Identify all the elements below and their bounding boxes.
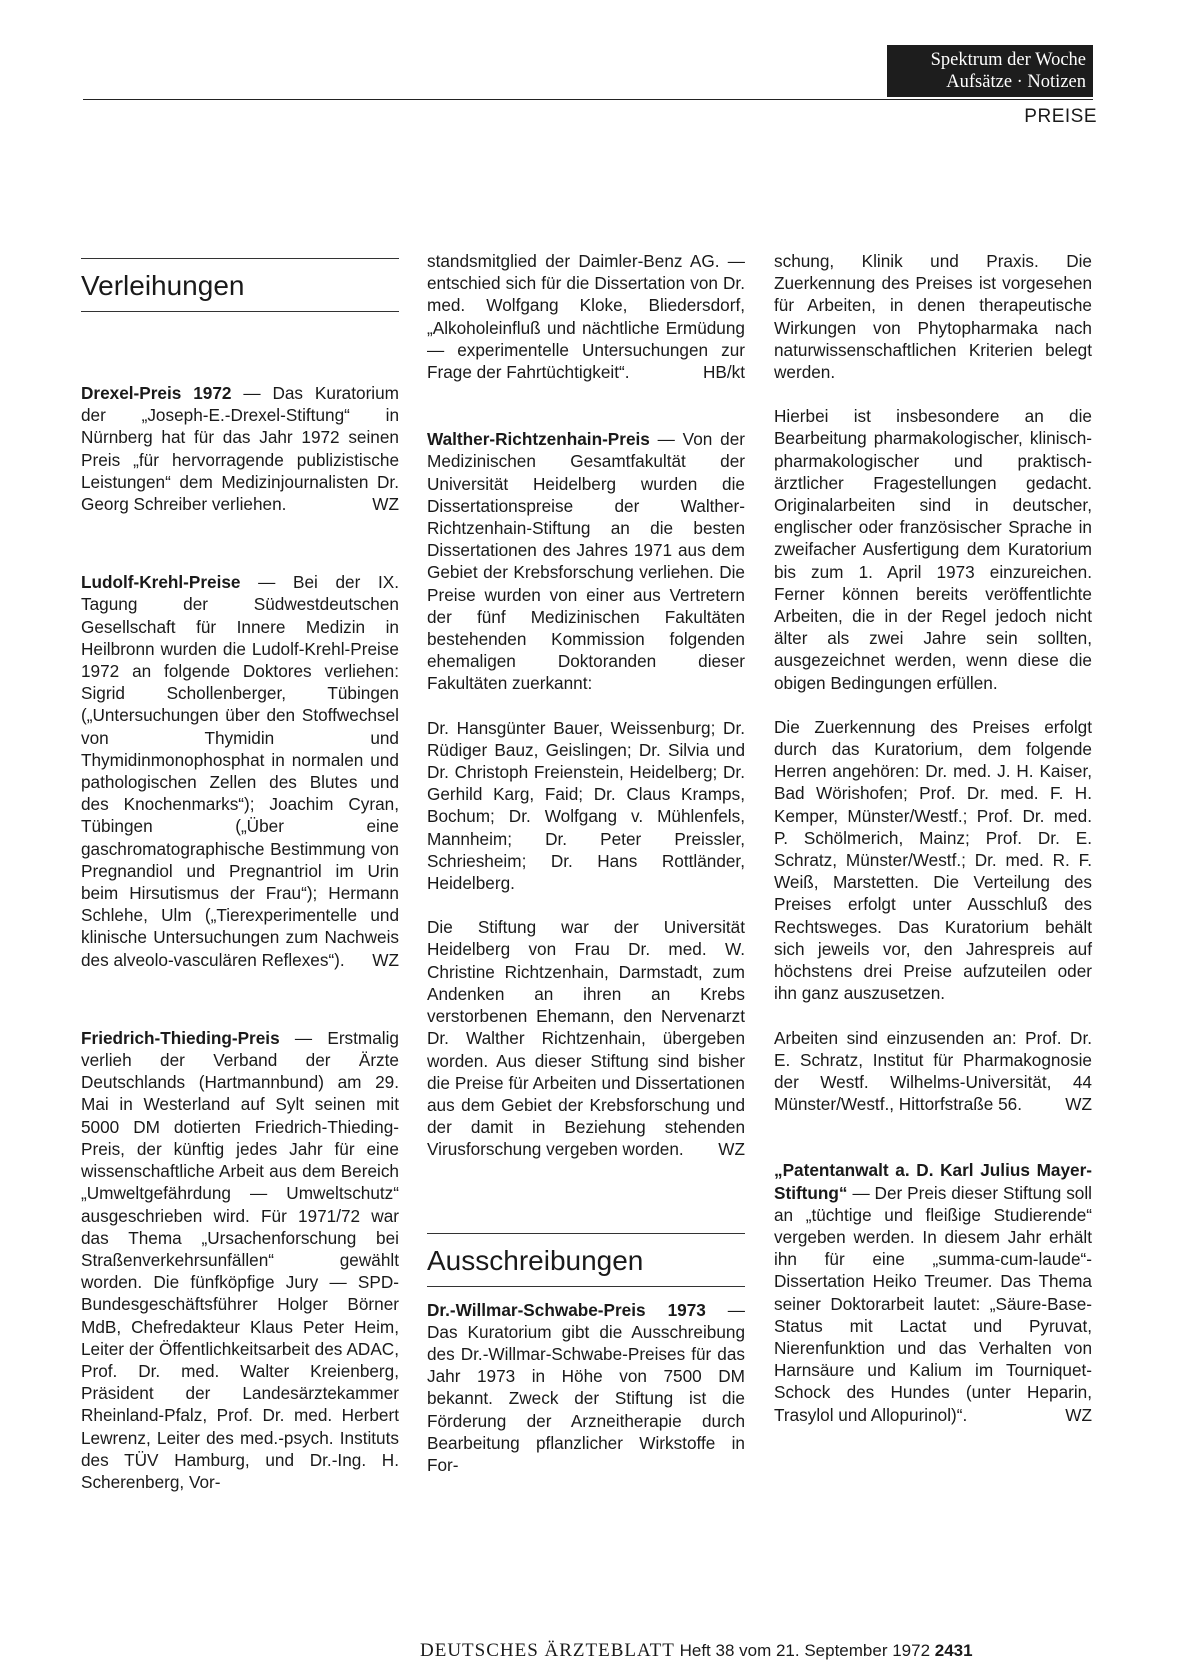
article-paragraph: [774, 1027, 1092, 1116]
article-paragraph: Dr. Hansgünter Bauer, Weissenburg; Dr. Rüdiger Bauz, Geislingen; Dr. Silvia und Dr. Christoph Freienstein, Heidelberg; Dr. Gerhild Karg, Faid; Dr. Claus Kramps, Bochum; Dr. Wolfgang v. Mühlenfels, Mannheim; Dr. Peter Preissler, Schriesheim; Dr. Hans Rottländer, Heidelberg.: [427, 717, 745, 894]
heading-rule-top: [427, 1233, 745, 1234]
article-paragraph: Die Zuerkennung des Preises erfolgt durch das Kuratorium, dem folgende Herren angehören: Dr. med. J. H. Kaiser, Bad Wörishofen; Prof. Dr. med. F. H. Kemper, Münster/Westf.; Prof. Dr. med. P. Schölmerich, Mainz; Prof. Dr. E. Schratz, Münster/Westf.; Dr. med. R. F. Weiß, Marstetten. Die Verteilung des Preises erfolgt unter Ausschluß des Rechtsweges. Das Kuratorium behält sich jeweils vor, den Jahrespreis auf höchstens drei Preise aufzuteilen oder ihn ganz auszusetzen.: [774, 716, 1092, 1004]
article-body: — Erstmalig verlieh der Verband der Ärzte Deutschlands (Hartmannbund) am 29. Mai in Westerland auf Sylt seinen mit 5000 DM dotierten Friedrich-Thieding-Preis, der künftig jedes Jahr für eine wissenschaftliche Arbeit aus dem Bereich „Umweltgefährdung — Umweltschutz“ ausgeschrieben wird. Für 1971/72 war das Thema „Ursachenforschung bei Straßenverkehrsunfällen“ gewählt worden. Die fünfköpfige Jury — SPD-Bundesgeschäftsführer Holger Börner MdB, Chefredakteur Klaus Peter Heim, Leiter der Öffentlichkeitsarbeit des ADAC, Prof. Dr. med. Walter Kreienberg, Präsident der Landesärztekammer Rheinland-Pfalz, Prof. Dr. med. Herbert Lewrenz, Leiter des med.-psych. Instituts des TÜV Hamburg, und Dr.-Ing. H. Scherenberg, Vor-: [81, 1027, 399, 1492]
article-friedrich-thieding-preis: [81, 1027, 399, 1493]
article-body: standsmitglied der Daimler-Benz AG. — entschied sich für die Dissertation von Dr. med. Wolfgang Kloke, Bliedersdorf, „Alkoholeinfluß und nächtliche Ermüdung — experimentelle Untersuchungen zur Frage der Fahrtüchtigkeit“.: [427, 251, 745, 383]
author-signature: WZ: [372, 949, 399, 970]
article-paragraph: [427, 916, 745, 1160]
author-signature: WZ: [1065, 1404, 1092, 1425]
article-ludolf-krehl-preise: [81, 571, 399, 971]
article-title: Drexel-Preis 1972: [81, 383, 232, 403]
page-footer: [420, 1640, 973, 1662]
author-signature: HB/kt: [702, 362, 745, 383]
page-number: 2431: [934, 1641, 973, 1660]
author-signature: WZ: [372, 494, 399, 515]
section-heading-verleihungen: Verleihungen: [81, 270, 245, 301]
column-1: [81, 258, 399, 1493]
article-walther-richtzenhain-preis: [427, 428, 745, 694]
heading-rule-bottom: [81, 311, 399, 312]
author-signature: WZ: [1065, 1094, 1092, 1115]
section-badge: [887, 45, 1093, 97]
badge-line-2: Aufsätze · Notizen: [946, 72, 1086, 92]
article-continuation: [427, 250, 745, 383]
column-2: [427, 250, 745, 1476]
issue-info: Heft 38 vom 21. September 1972: [679, 1641, 931, 1660]
article-title: Walther-Richtzenhain-Preis: [427, 429, 650, 450]
journal-masthead: DEUTSCHES ÄRZTEBLATT: [420, 1640, 675, 1661]
column-3: [774, 250, 1092, 1426]
article-paragraph: Hierbei ist insbesondere an die Bearbeitung pharmakologischer, klinisch-pharmakologischer und praktisch-ärztlicher Fragestellungen gedacht. Originalarbeiten sind in deutscher, englischer oder französischer Sprache in zweifacher Ausfertigung dem Kuratorium bis zum 1. April 1973 einzureichen. Ferner können bereits veröffentlichte Arbeiten, die in der Regel jedoch nicht älter als zwei Jahre sein sollten, ausgezeichnet werden, wenn diese die obigen Bedingungen erfüllen.: [774, 406, 1092, 693]
section-label: PREISE: [1024, 106, 1097, 127]
article-title: Friedrich-Thieding-Preis: [81, 1027, 280, 1048]
article-body: — Das Kuratorium gibt die Ausschreibung des Dr.-Willmar-Schwabe-Preises für das Jahr 1973 in Höhe von 7500 DM bekannt. Zweck der Stiftung ist die Förderung der Arzneitherapie durch Bearbeitung pflanzlicher Wirkstoffe in For-: [427, 1299, 745, 1475]
heading-rule-bottom: [427, 1286, 745, 1287]
heading-rule-top: [81, 258, 399, 259]
header-rule: [83, 99, 1093, 100]
article-body: Arbeiten sind einzusenden an: Prof. Dr. E. Schratz, Institut für Pharmakognosie der Westf. Wilhelms-Universität, 44 Münster/Westf., Hittorfstraße 56.: [774, 1027, 1092, 1115]
article-body: — Von der Medizinischen Gesamtfakultät der Universität Heidelberg wurden die Dissertationspreise der Walther-Richtzenhain-Stiftung an die besten Dissertationen des Jahres 1971 aus dem Gebiet der Krebsforschung verliehen. Die Preise wurden von einer aus Vertretern der fünf Medizinischen Fakultäten bestehenden Kommission folgenden ehemaligen Doktoranden dieser Fakultäten zuerkannt:: [427, 429, 745, 694]
article-body: Die Stiftung war der Universität Heidelberg von Frau Dr. med. W. Christine Richtzenhain, Darmstadt, zum Andenken an ihren an Krebs verstorbenen Ehemann, den Nervenarzt Dr. Walther Richtzenhain, übergeben worden. Aus dieser Stiftung sind bisher die Preise für Arbeiten und Dissertationen aus dem Gebiet der Krebsforschung und der damit in Beziehung stehenden Virusforschung vergeben worden.: [427, 917, 745, 1160]
article-karl-julius-mayer-stiftung: [774, 1159, 1092, 1425]
article-body: — Der Preis dieser Stiftung soll an „tüchtige und fleißige Studierende“ vergeben werden. In diesem Jahr erhält ihn für eine „summa-cum-laude“-Dissertation Heiko Treumer. Das Thema seiner Doktorarbeit lautet: „Säure-Base-Status mit Lactat und Pyruvat, Nierenfunktion und das Verhalten von Harnsäure und Kalium im Tourniquet-Schock des Hundes (unter Heparin, Trasylol und Allopurinol)“.: [774, 1182, 1092, 1425]
article-body: — Das Kuratorium der „Joseph-E.-Drexel-Stiftung“ in Nürnberg hat für das Jahr 1972 seinen Preis „für hervorragende publizistische Leistungen“ dem Medizinjournalisten Dr. Georg Schreiber verliehen.: [81, 383, 399, 515]
article-willmar-schwabe-preis: [427, 1299, 745, 1477]
author-signature: WZ: [718, 1139, 745, 1160]
article-drexel-preis: [81, 382, 399, 515]
article-title: „Patentanwalt a. D. Karl Julius Mayer-Stiftung“: [774, 1160, 1092, 1203]
article-paragraph: schung, Klinik und Praxis. Die Zuerkennung des Preises ist vorgesehen für Arbeiten, in denen therapeutische Wirkungen von Phytopharmaka nach naturwissenschaftlichen Kriterien belegt werden.: [774, 251, 1092, 383]
article-title: Dr.-Willmar-Schwabe-Preis 1973: [427, 1299, 706, 1320]
section-heading-ausschreibungen: Ausschreibungen: [427, 1244, 644, 1276]
badge-line-1: Spektrum der Woche: [930, 50, 1086, 70]
article-title: Ludolf-Krehl-Preise: [81, 572, 241, 593]
article-body: — Bei der IX. Tagung der Südwestdeutschen Gesellschaft für Innere Medizin in Heilbronn wurden die Ludolf-Krehl-Preise 1972 an folgende Doktores verliehen: Sigrid Schollenberger, Tübingen („Untersuchungen über den Stoffwechsel von Thymidin und Thymidinmonophosphat in normalen und pathologischen Zellen des Blutes und des Knochenmarks“); Joachim Cyran, Tübingen („Über eine gaschromatographische Bestimmung von Pregnandiol und Pregnantriol im Urin beim Hirsutismus der Frau“); Hermann Schlehe, Ulm („Tierexperimentelle und klinische Untersuchungen zum Nachweis des alveolo-vasculären Reflexes“).: [81, 572, 399, 970]
